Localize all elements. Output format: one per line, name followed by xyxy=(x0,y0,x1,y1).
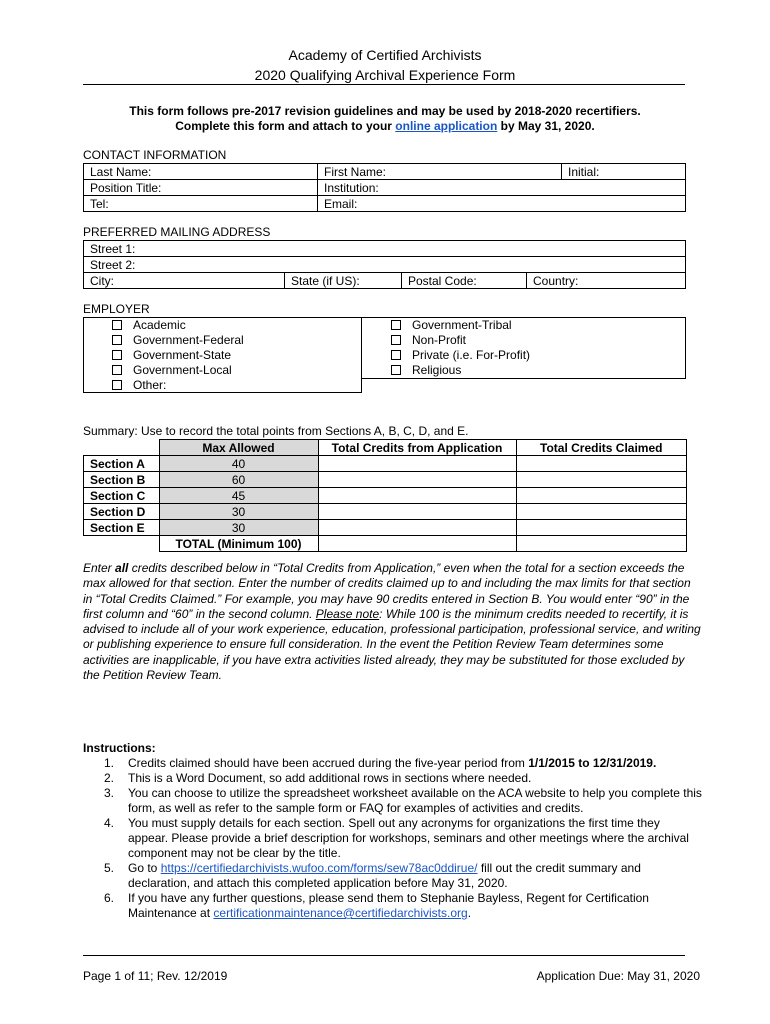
employer-option-religious[interactable] xyxy=(391,363,461,377)
checkbox-icon[interactable] xyxy=(112,320,122,330)
table-row xyxy=(84,504,687,520)
form-title: Academy of Certified Archivists xyxy=(288,47,482,63)
employer-heading: EMPLOYER xyxy=(83,302,150,316)
intro-text: Complete this form and attach to your xyxy=(175,119,396,133)
employer-option-private[interactable] xyxy=(391,348,530,362)
instructions-heading: Instructions: xyxy=(83,741,156,755)
item-bold: 1/1/2015 to 12/31/2019. xyxy=(528,756,657,770)
total-application-cell[interactable] xyxy=(318,536,516,552)
option-label: Other: xyxy=(133,378,167,392)
claimed-credits-cell[interactable] xyxy=(516,488,687,504)
postal-code-field[interactable]: Postal Code: xyxy=(402,273,527,289)
header-total-from-application: Total Credits from Application xyxy=(318,440,516,456)
claimed-credits-cell[interactable] xyxy=(516,504,687,520)
checkbox-icon[interactable] xyxy=(391,335,401,345)
option-label: Non-Profit xyxy=(412,333,467,347)
option-label: Government-Local xyxy=(133,363,232,377)
city-field[interactable]: City: xyxy=(84,273,285,289)
option-label: Private (i.e. For-Profit) xyxy=(412,348,531,362)
table-row-total xyxy=(84,536,687,552)
intro-text-end: by May 31, 2020. xyxy=(497,119,595,133)
option-label: Government-Federal xyxy=(133,333,244,347)
position-title-field[interactable]: Position Title: xyxy=(84,180,318,196)
max-value: 40 xyxy=(159,456,318,472)
wufoo-form-link[interactable]: https://certifiedarchivists.wufoo.com/forms/sew78ac0ddirue/ xyxy=(160,861,478,875)
option-label: Government-State xyxy=(133,348,232,362)
tel-field[interactable]: Tel: xyxy=(84,196,318,212)
employer-option-academic[interactable] xyxy=(112,318,186,332)
option-label: Religious xyxy=(412,363,462,377)
para-text: credits described below in “Total Credits from Application,” even when the total for a section exceeds the max allowed for that section. Enter the number of credits claimed up to and including the max limits for that section in “Total Credits Claimed.” For example, you may have 90 credits entered in Section B. You would enter “90” in the first column and “60” in the second column. xyxy=(83,561,691,621)
item-text: Go to xyxy=(128,861,161,875)
list-item: 4. You must supply details for each section. Spell out any acronyms for organizations the first time they appear. Please provide a brief description for workshops, seminars and other meetings where the archival component may not be clear by the title. xyxy=(104,816,689,860)
employer-option-government-federal[interactable] xyxy=(112,333,244,347)
total-label: TOTAL (Minimum 100) xyxy=(159,536,318,552)
due-date: Application Due: May 31, 2020 xyxy=(536,969,700,983)
list-item: 6. If you have any further questions, please send them to Stephanie Bayless, Regent for Certification Maintenance at certificationmaintenance@certifiedarchivists.org. xyxy=(104,891,649,920)
para-text: : While 100 is the minimum credits needed to recertify, it is advised to include all of your work experience, education, professional participation, professional service, and writing or publishing experience to ensure full consideration. In the event the Petition Review Team determines some activities are inapplicable, if you have extra activities listed already, they may be substituted for those excluded by the Petition Review Team. xyxy=(83,606,701,683)
employer-option-other[interactable] xyxy=(112,378,166,392)
para-bold: all xyxy=(115,561,129,575)
para-text: Enter xyxy=(83,561,116,575)
contact-heading: CONTACT INFORMATION xyxy=(83,148,227,162)
list-item: 1. Credits claimed should have been accrued during the five-year period from 1/1/2015 to 12/31/2019. xyxy=(104,756,657,770)
option-label: Government-Tribal xyxy=(412,318,512,332)
employer-option-government-local[interactable] xyxy=(112,363,232,377)
checkbox-icon[interactable] xyxy=(112,350,122,360)
list-item: 5. Go to https://certifiedarchivists.wufoo.com/forms/sew78ac0ddirue/ fill out the credit summary and declaration, and attach this completed application before May 31, 2020. xyxy=(104,861,641,890)
email-field[interactable]: Email: xyxy=(318,196,686,212)
header-max-allowed: Max Allowed xyxy=(159,440,318,456)
checkbox-icon[interactable] xyxy=(391,365,401,375)
table-row xyxy=(84,472,687,488)
institution-field[interactable]: Institution: xyxy=(318,180,686,196)
instructions-list xyxy=(83,756,703,921)
state-field[interactable]: State (if US): xyxy=(285,273,402,289)
employer-option-government-state[interactable] xyxy=(112,348,231,362)
street1-field[interactable]: Street 1: xyxy=(84,241,686,257)
footer-rule xyxy=(83,955,685,956)
summary-caption: Summary: Use to record the total points from Sections A, B, C, D, and E. xyxy=(83,424,469,438)
option-label: Academic xyxy=(133,318,186,332)
page-number: Page 1 of 11; Rev. 12/2019 xyxy=(83,969,228,983)
checkbox-icon[interactable] xyxy=(112,335,122,345)
row-label: Section D xyxy=(84,504,160,520)
mailing-heading: PREFERRED MAILING ADDRESS xyxy=(83,225,271,239)
max-value: 60 xyxy=(159,472,318,488)
email-link[interactable]: certificationmaintenance@certifiedarchivists.org xyxy=(213,906,468,920)
header-total-claimed: Total Credits Claimed xyxy=(516,440,687,456)
claimed-credits-cell[interactable] xyxy=(516,456,687,472)
item-text: If you have any further questions, please send them to Stephanie Bayless, Regent for Certification Maintenance at xyxy=(128,891,649,920)
item-text: This is a Word Document, so add additional rows in sections where needed. xyxy=(128,771,532,785)
employer-options xyxy=(83,317,685,392)
application-credits-cell[interactable] xyxy=(318,456,516,472)
row-label: Section B xyxy=(84,472,160,488)
row-label: Section C xyxy=(84,488,160,504)
item-text: . xyxy=(467,906,472,920)
total-spacer xyxy=(84,536,160,552)
employer-option-non-profit[interactable] xyxy=(391,333,466,347)
table-row xyxy=(84,520,687,536)
credits-explanation xyxy=(83,561,703,683)
summary-corner xyxy=(84,440,160,456)
last-name-field[interactable]: Last Name: xyxy=(84,164,318,180)
employer-option-government-tribal[interactable] xyxy=(391,318,512,332)
checkbox-icon[interactable] xyxy=(391,320,401,330)
claimed-credits-cell[interactable] xyxy=(516,472,687,488)
street2-field[interactable]: Street 2: xyxy=(84,257,686,273)
first-name-field[interactable]: First Name: xyxy=(318,164,562,180)
list-item: 2. This is a Word Document, so add additional rows in sections where needed. xyxy=(104,771,532,785)
para-note: Please note xyxy=(315,606,380,621)
country-field[interactable]: Country: xyxy=(527,273,686,289)
total-claimed-cell[interactable] xyxy=(516,536,687,552)
application-credits-cell[interactable] xyxy=(318,488,516,504)
table-row xyxy=(84,488,687,504)
intro-line-1: This form follows pre-2017 revision guidelines and may be used by 2018-2020 recertifiers. xyxy=(129,104,641,118)
summary-table xyxy=(83,439,687,552)
table-row xyxy=(84,456,687,472)
item-text: You must supply details for each section. Spell out any acronyms for organizations the first time they appear. Please provide a brief description for workshops, seminars and other meetings where the archival component may not be clear by the title. xyxy=(128,816,689,860)
application-credits-cell[interactable] xyxy=(318,472,516,488)
intro-line-2 xyxy=(0,119,770,133)
max-value: 30 xyxy=(159,504,318,520)
checkbox-icon[interactable] xyxy=(112,365,122,375)
max-value: 45 xyxy=(159,488,318,504)
item-text: fill out the credit summary and declaration, and attach this completed application before May 31, 2020. xyxy=(128,861,641,890)
initial-field[interactable]: Initial: xyxy=(562,164,686,180)
application-credits-cell[interactable] xyxy=(318,520,516,536)
item-text: You can choose to utilize the spreadsheet worksheet available on the ACA website to help you complete this form, as well as refer to the sample form or FAQ for examples of activities and credits. xyxy=(128,786,702,815)
row-label: Section E xyxy=(84,520,160,536)
max-value: 30 xyxy=(159,520,318,536)
list-item: 3. You can choose to utilize the spreadsheet worksheet available on the ACA website to help you complete this form, as well as refer to the sample form or FAQ for examples of activities and credits. xyxy=(104,786,702,815)
contact-table xyxy=(83,163,686,212)
mailing-table xyxy=(83,240,686,289)
item-text: Credits claimed should have been accrued during the five-year period from xyxy=(128,756,529,770)
row-label: Section A xyxy=(84,456,160,472)
checkbox-icon[interactable] xyxy=(391,350,401,360)
application-credits-cell[interactable] xyxy=(318,504,516,520)
checkbox-icon[interactable] xyxy=(112,380,122,390)
online-application-link[interactable]: online application xyxy=(395,119,498,133)
form-subtitle: 2020 Qualifying Archival Experience Form xyxy=(254,67,516,83)
claimed-credits-cell[interactable] xyxy=(516,520,687,536)
header-rule xyxy=(83,84,685,85)
